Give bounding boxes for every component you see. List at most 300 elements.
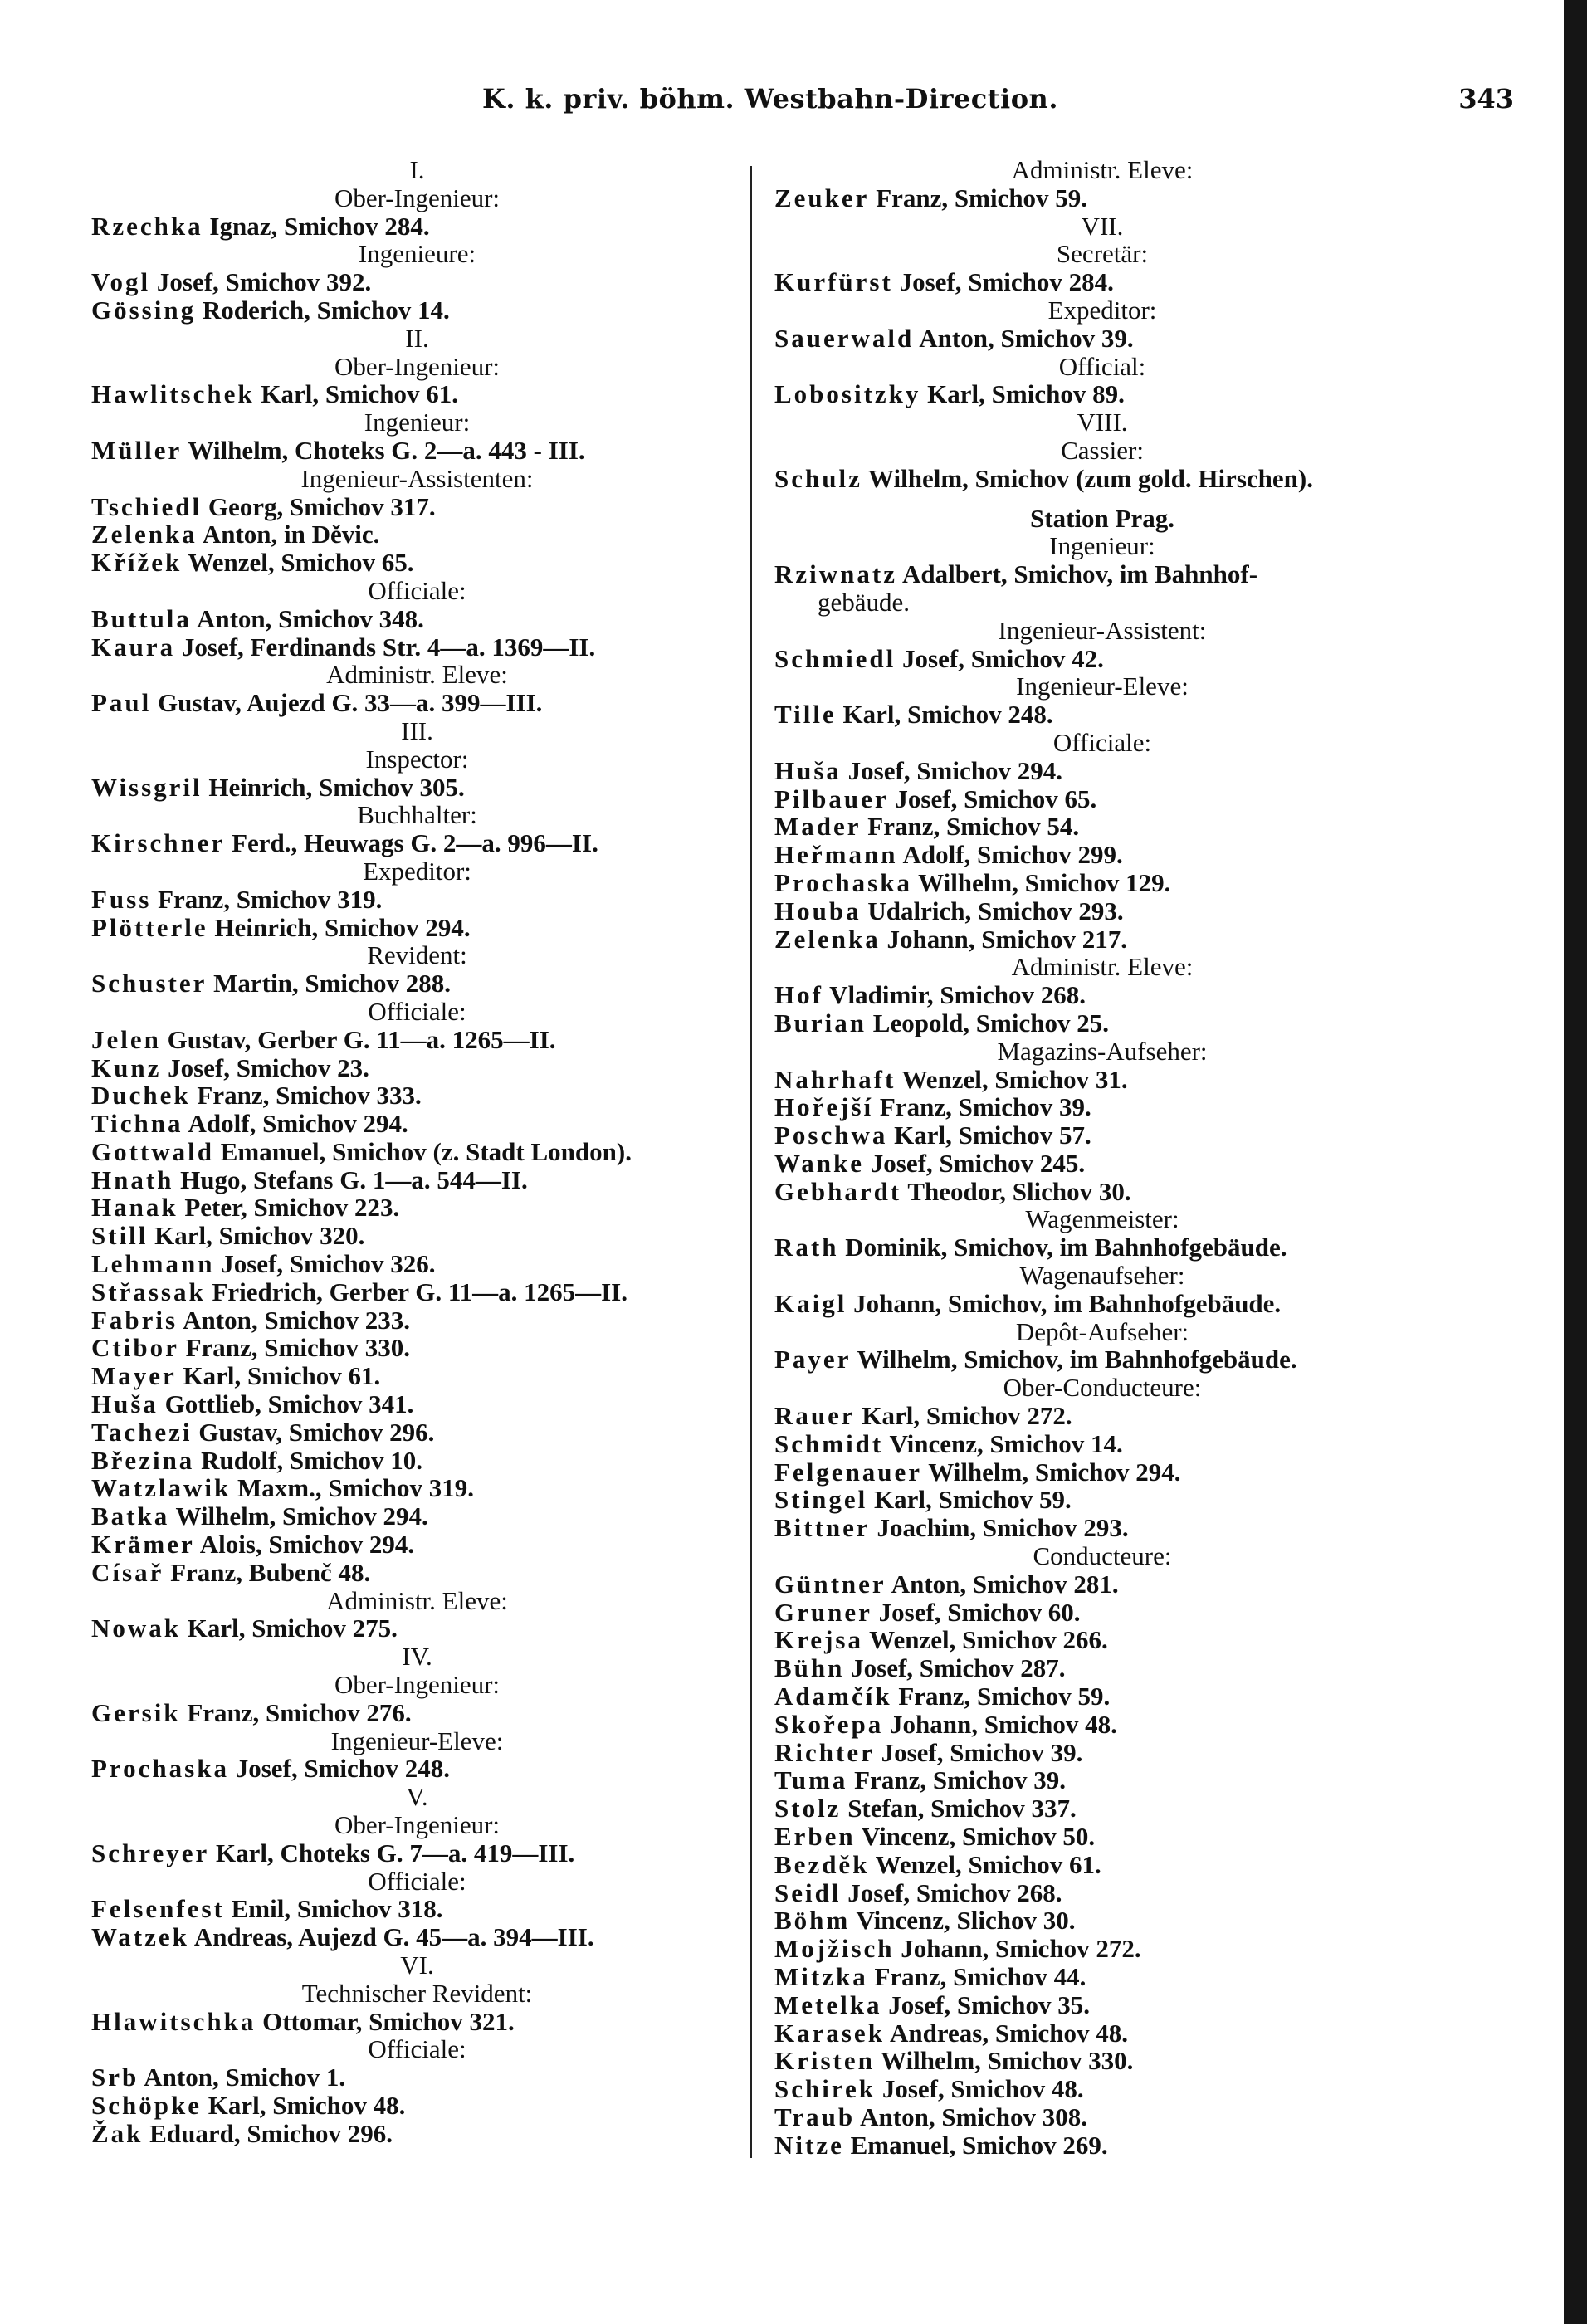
surname: Ctibor	[91, 1333, 179, 1363]
surname: Schmidt	[774, 1428, 884, 1458]
entry-details: Josef, Smichov 294.	[841, 755, 1062, 785]
surname: Sauerwald	[774, 323, 915, 353]
surname: Hanak	[91, 1193, 178, 1223]
staff-entry	[774, 1009, 1430, 1038]
staff-entry	[91, 1502, 743, 1531]
role-heading: III.	[401, 715, 433, 745]
staff-entry	[774, 701, 1430, 729]
entry-details: Theodor, Slichov 30.	[901, 1176, 1131, 1206]
surname: Nitze	[774, 2130, 844, 2160]
entry-details: Johann, Smichov 48.	[883, 1709, 1117, 1739]
entry-details: Ferd., Heuwags G. 2—a. 996—II.	[225, 828, 598, 858]
role-heading: Ingenieur-Assistent:	[998, 615, 1207, 645]
left-column	[91, 156, 743, 2148]
entry-details: Maxm., Smichov 319.	[231, 1473, 474, 1503]
entry-details: Udalrich, Smichov 293.	[861, 896, 1124, 925]
staff-entry	[91, 1054, 743, 1082]
surname: Fuss	[91, 884, 152, 914]
surname: Kristen	[774, 2046, 875, 2076]
staff-entry	[774, 813, 1430, 841]
staff-entry	[774, 1935, 1430, 1963]
staff-entry	[91, 1334, 743, 1362]
staff-entry	[774, 560, 1430, 588]
surname: Schöpke	[91, 2090, 202, 2120]
staff-entry	[774, 1907, 1430, 1935]
staff-entry	[774, 2019, 1430, 2048]
staff-entry	[774, 1682, 1430, 1711]
role-heading: VI.	[400, 1950, 434, 1980]
staff-entry	[774, 1991, 1430, 2019]
entry-details: Karl, Smichov 248.	[836, 700, 1053, 730]
entry-details: Karl, Smichov 272.	[855, 1401, 1072, 1431]
staff-entry	[91, 296, 743, 325]
surname: Březina	[91, 1445, 195, 1475]
entry-details: Johann, Smichov, im Bahnhofgebäude.	[847, 1288, 1282, 1318]
staff-entry	[91, 1026, 743, 1054]
surname: Burian	[774, 1008, 867, 1038]
role-heading: II.	[405, 323, 429, 353]
entry-details: Karl, Smichov 89.	[920, 379, 1125, 409]
entry-details: Heinrich, Smichov 294.	[208, 912, 471, 942]
surname: Huša	[774, 755, 842, 785]
entry-details: Josef, Smichov 23.	[161, 1052, 369, 1082]
page-edge-shadow	[1564, 0, 1587, 2324]
entry-details: Peter, Smichov 223.	[178, 1193, 400, 1223]
entry-details: Vincenz, Slichov 30.	[850, 1906, 1076, 1936]
role-heading: Cassier:	[1061, 435, 1144, 465]
staff-entry	[774, 785, 1430, 813]
staff-entry	[774, 2047, 1430, 2075]
staff-entry	[774, 1066, 1430, 1094]
role-heading: Administr. Eleve:	[326, 660, 508, 690]
staff-entry	[91, 1278, 743, 1306]
surname: Hlawitschka	[91, 2006, 256, 2036]
staff-entry	[91, 1390, 743, 1418]
entry-details: Karl, Smichov 61.	[254, 379, 459, 409]
right-column	[774, 156, 1430, 2160]
surname: Houba	[774, 896, 862, 925]
staff-entry	[91, 493, 743, 521]
staff-entry	[774, 1150, 1430, 1178]
staff-entry	[774, 1823, 1430, 1851]
surname: Jelen	[91, 1024, 161, 1054]
entry-details: Anton, in Děvic.	[197, 520, 380, 549]
surname: Vogl	[91, 267, 151, 297]
surname: Hawlitschek	[91, 379, 255, 409]
surname: Krejsa	[774, 1625, 863, 1655]
role-heading: Ober-Ingenieur:	[334, 183, 501, 212]
role-heading: Official:	[1058, 351, 1146, 381]
role-heading: Ingenieur-Eleve:	[330, 1726, 504, 1755]
entry-details: Josef, Smichov 287.	[844, 1653, 1066, 1683]
surname: Felsenfest	[91, 1894, 225, 1924]
entry-details: Martin, Smichov 288.	[207, 969, 452, 998]
entry-details: Anton, Smichov 308.	[855, 2102, 1088, 2131]
staff-entry	[774, 1711, 1430, 1739]
entry-details: Adalbert, Smichov, im Bahnhof-	[896, 559, 1258, 589]
staff-entry	[91, 1110, 743, 1138]
surname: Poschwa	[774, 1120, 888, 1150]
entry-details: Josef, Smichov 60.	[872, 1597, 1081, 1627]
staff-entry	[774, 1233, 1430, 1262]
surname: Rath	[774, 1233, 839, 1262]
role-heading: Inspector:	[365, 744, 469, 774]
role-heading: Officiale:	[368, 996, 466, 1026]
staff-entry	[774, 1514, 1430, 1542]
role-heading: Ingenieur-Eleve:	[1016, 671, 1189, 701]
role-heading: Officiale:	[368, 1866, 466, 1896]
staff-entry	[91, 2120, 743, 2148]
surname: Srb	[91, 2063, 139, 2092]
entry-details: Anton, Smichov 233.	[178, 1305, 411, 1335]
staff-entry	[774, 981, 1430, 1009]
surname: Mayer	[91, 1361, 177, 1391]
surname: Gebhardt	[774, 1176, 902, 1206]
surname: Mader	[774, 812, 862, 842]
surname: Tichna	[91, 1109, 183, 1139]
surname: Watzlawik	[91, 1473, 232, 1503]
surname: Skořepa	[774, 1709, 884, 1739]
surname: Buttula	[91, 603, 192, 633]
entry-details: Johann, Smichov 272.	[894, 1934, 1141, 1964]
entry-details: Karl, Smichov 320.	[148, 1221, 365, 1251]
surname: Kunz	[91, 1052, 162, 1082]
entry-details: Roderich, Smichov 14.	[196, 295, 450, 325]
surname: Nahrhaft	[774, 1064, 896, 1094]
surname: Kaigl	[774, 1288, 847, 1318]
staff-entry	[91, 549, 743, 577]
entry-details: Georg, Smichov 317.	[202, 491, 436, 521]
entry-details: Karl, Smichov 57.	[887, 1120, 1091, 1150]
entry-details: Franz, Smichov 44.	[867, 1962, 1086, 1991]
entry-details: Josef, Smichov 35.	[881, 1990, 1091, 2019]
entry-details: Anton, Smichov 281.	[886, 1569, 1119, 1599]
staff-entry	[91, 268, 743, 296]
entry-details: Wenzel, Smichov 65.	[182, 548, 414, 578]
surname: Střassak	[91, 1277, 206, 1306]
staff-entry	[91, 1418, 743, 1447]
staff-entry	[91, 1474, 743, 1502]
role-heading: Ober-Conducteure:	[1003, 1373, 1202, 1403]
staff-entry	[774, 1626, 1430, 1654]
surname: Huša	[91, 1389, 159, 1419]
staff-entry	[91, 1250, 743, 1278]
surname: Rziwnatz	[774, 559, 897, 589]
entry-details: Wilhelm, Smichov 294.	[922, 1457, 1181, 1487]
role-heading: Administr. Eleve:	[1011, 155, 1194, 184]
entry-details: Ottomar, Smichov 321.	[256, 2006, 515, 2036]
staff-entry	[91, 1531, 743, 1559]
staff-entry	[774, 1794, 1430, 1823]
role-heading: Officiale:	[368, 575, 466, 605]
role-heading: Ingenieure:	[358, 239, 476, 269]
staff-entry	[91, 1447, 743, 1475]
surname: Felgenauer	[774, 1457, 923, 1487]
staff-entry	[91, 1306, 743, 1335]
surname: Rauer	[774, 1401, 856, 1431]
entry-details: Franz, Smichov 54.	[861, 812, 1080, 842]
role-heading: Magazins-Aufseher:	[997, 1036, 1208, 1066]
surname: Tuma	[774, 1765, 848, 1795]
staff-entry	[774, 1570, 1430, 1599]
page-header	[0, 83, 1564, 124]
entry-details: Gottlieb, Smichov 341.	[158, 1389, 414, 1419]
role-heading: Ober-Ingenieur:	[334, 1810, 501, 1840]
staff-entry	[774, 1486, 1430, 1514]
role-heading: Wagenmeister:	[1025, 1204, 1179, 1234]
role-heading: Ingenieur:	[1049, 531, 1155, 561]
surname: Paul	[91, 688, 152, 718]
staff-entry	[91, 437, 743, 465]
staff-entry	[91, 914, 743, 942]
staff-entry	[91, 212, 743, 241]
surname: Kurfürst	[774, 267, 893, 297]
entry-details: Joachim, Smichov 293.	[870, 1513, 1129, 1543]
surname: Hořejší	[774, 1092, 874, 1122]
surname: Plötterle	[91, 912, 208, 942]
staff-entry	[91, 829, 743, 857]
entry-details: Eduard, Smichov 296.	[143, 2118, 393, 2148]
surname: Bezděk	[774, 1849, 870, 1879]
entry-details: Josef, Smichov 245.	[864, 1148, 1086, 1178]
role-heading: I.	[409, 155, 425, 184]
surname: Bittner	[774, 1513, 871, 1543]
staff-entry	[91, 1923, 743, 1951]
entry-details: Heinrich, Smichov 305.	[202, 772, 465, 802]
staff-entry	[774, 1121, 1430, 1150]
entry-details: Vincenz, Smichov 14.	[883, 1428, 1123, 1458]
entry-details: Josef, Smichov 48.	[876, 2074, 1084, 2104]
entry-details: Anton, Smichov 39.	[914, 323, 1134, 353]
entry-details: Wenzel, Smichov 266.	[862, 1625, 1108, 1655]
role-heading: Technischer Revident:	[301, 1978, 533, 2008]
surname: Karasek	[774, 2018, 885, 2048]
surname: Metelka	[774, 1990, 882, 2019]
role-heading: Ingenieur:	[364, 408, 471, 437]
entry-details: Wilhelm, Choteks G. 2—a. 443 - III.	[182, 435, 585, 465]
staff-entry	[91, 1699, 743, 1727]
entry-details: Josef, Smichov 42.	[896, 643, 1104, 673]
entry-details: Karl, Smichov 59.	[867, 1485, 1072, 1515]
staff-entry	[91, 380, 743, 408]
staff-entry	[91, 1755, 743, 1783]
staff-entry	[91, 1194, 743, 1222]
staff-entry	[774, 1402, 1430, 1430]
staff-entry	[774, 757, 1430, 785]
staff-entry	[91, 689, 743, 717]
entry-details: Emanuel, Smichov (z. Stadt London).	[214, 1136, 632, 1166]
staff-entry	[774, 645, 1430, 673]
role-heading: VII.	[1081, 211, 1124, 241]
surname: Prochaska	[774, 867, 912, 897]
surname: Heřmann	[774, 840, 898, 870]
staff-entry	[91, 1839, 743, 1868]
staff-entry	[774, 325, 1430, 353]
role-heading: Buchhalter:	[357, 800, 477, 830]
entry-details: Karl, Smichov 275.	[181, 1614, 398, 1643]
entry-details: Franz, Smichov 39.	[847, 1765, 1067, 1795]
surname: Seidl	[774, 1877, 842, 1907]
surname: Fabris	[91, 1305, 178, 1335]
staff-entry	[91, 1222, 743, 1250]
running-title: K. k. priv. böhm. Westbahn-Direction.	[482, 83, 1058, 115]
entry-details: Karl, Smichov 48.	[201, 2090, 406, 2120]
entry-details: Emanuel, Smichov 269.	[843, 2130, 1108, 2160]
surname: Wanke	[774, 1148, 865, 1178]
staff-entry	[91, 1138, 743, 1166]
surname: Richter	[774, 1737, 875, 1767]
entry-details: Wilhelm, Smichov 294.	[169, 1501, 428, 1531]
surname: Schirek	[774, 2074, 877, 2104]
surname: Wissgril	[91, 772, 203, 802]
surname: Mitzka	[774, 1962, 868, 1991]
entry-details: Wilhelm, Smichov 330.	[874, 2046, 1134, 2076]
surname: Zeuker	[774, 183, 870, 212]
entry-continuation: gebäude.	[818, 587, 911, 617]
section-spacer	[774, 493, 1430, 505]
staff-entry	[774, 1739, 1430, 1767]
role-heading: Expeditor:	[363, 856, 471, 886]
entry-details: Franz, Smichov 59.	[869, 183, 1088, 212]
staff-entry	[774, 925, 1430, 954]
staff-entry	[774, 1430, 1430, 1458]
staff-entry	[774, 268, 1430, 296]
staff-entry	[91, 2063, 743, 2092]
staff-entry	[774, 1599, 1430, 1627]
role-heading: Depôt-Aufseher:	[1015, 1316, 1189, 1346]
staff-entry	[774, 1178, 1430, 1206]
entry-details: Andreas, Smichov 48.	[884, 2018, 1129, 2048]
role-heading: Conducteure:	[1033, 1541, 1172, 1571]
role-heading: Secretär:	[1056, 239, 1149, 269]
entry-details: Adolf, Smichov 299.	[897, 840, 1123, 870]
role-heading: Administr. Eleve:	[326, 1585, 508, 1615]
entry-details: Josef, Smichov 39.	[874, 1737, 1083, 1767]
role-heading: Administr. Eleve:	[1011, 952, 1194, 982]
entry-details: Friedrich, Gerber G. 11—a. 1265—II.	[205, 1277, 627, 1306]
staff-entry	[774, 1654, 1430, 1682]
entry-details: Franz, Smichov 330.	[178, 1333, 410, 1363]
surname: Traub	[774, 2102, 856, 2131]
surname: Tschiedl	[91, 491, 203, 521]
entry-details: Vincenz, Smichov 50.	[855, 1822, 1096, 1852]
entry-details: Josef, Smichov 268.	[841, 1877, 1062, 1907]
surname: Lehmann	[91, 1249, 215, 1279]
staff-entry	[774, 1963, 1430, 1991]
surname: Kaura	[91, 632, 176, 662]
entry-details: Franz, Bubenč 48.	[164, 1557, 371, 1587]
entry-details: Franz, Smichov 39.	[873, 1092, 1091, 1122]
staff-entry	[774, 184, 1430, 212]
surname: Křížek	[91, 548, 183, 578]
staff-entry	[774, 1345, 1430, 1374]
entry-details: Karl, Choteks G. 7—a. 419—III.	[209, 1838, 575, 1868]
surname: Zelenka	[91, 520, 198, 549]
surname: Pilbauer	[774, 784, 889, 813]
page-number: 343	[1458, 83, 1514, 115]
staff-entry	[91, 633, 743, 662]
role-heading: IV.	[402, 1642, 432, 1672]
staff-entry	[91, 1895, 743, 1923]
staff-entry	[774, 897, 1430, 925]
staff-entry	[91, 886, 743, 914]
surname: Schulz	[774, 463, 862, 493]
surname: Stolz	[774, 1794, 842, 1824]
surname: Tachezi	[91, 1417, 193, 1447]
entry-details: Josef, Smichov 326.	[214, 1249, 436, 1279]
staff-entry	[91, 1559, 743, 1587]
entry-details: Karl, Smichov 61.	[176, 1361, 381, 1391]
surname: Payer	[774, 1345, 852, 1374]
surname: Schmiedl	[774, 643, 896, 673]
role-heading: Wagenaufseher:	[1019, 1261, 1185, 1291]
entry-details: Gustav, Smichov 296.	[192, 1417, 435, 1447]
surname: Adamčík	[774, 1682, 892, 1711]
staff-entry	[774, 1851, 1430, 1879]
surname: Watzek	[91, 1922, 189, 1952]
entry-details: Wenzel, Smichov 61.	[869, 1849, 1101, 1879]
entry-details: Anton, Smichov 1.	[139, 2063, 346, 2092]
entry-details: Josef, Smichov 65.	[888, 784, 1097, 813]
staff-entry	[91, 2092, 743, 2120]
surname: Hnath	[91, 1164, 174, 1194]
surname: Duchek	[91, 1081, 191, 1111]
staff-entry	[91, 1362, 743, 1390]
entry-details: Leopold, Smichov 25.	[867, 1008, 1109, 1038]
surname: Tille	[774, 700, 837, 730]
entry-details: Wenzel, Smichov 31.	[896, 1064, 1128, 1094]
entry-details: Ignaz, Smichov 284.	[203, 211, 430, 241]
role-heading: Ober-Ingenieur:	[334, 351, 501, 381]
staff-entry	[91, 774, 743, 802]
role-heading: Revident:	[367, 940, 467, 970]
surname: Güntner	[774, 1569, 886, 1599]
surname: Krämer	[91, 1530, 195, 1560]
surname: Lobositzky	[774, 379, 921, 409]
staff-entry	[774, 1458, 1430, 1487]
entry-details: Hugo, Stefans G. 1—a. 544—II.	[173, 1164, 528, 1194]
entry-details: Josef, Smichov 248.	[228, 1754, 451, 1784]
staff-entry	[774, 869, 1430, 897]
staff-entry	[91, 605, 743, 633]
entry-details: Rudolf, Smichov 10.	[194, 1445, 423, 1475]
section-title: Station Prag.	[1030, 503, 1174, 533]
staff-entry	[774, 1879, 1430, 1907]
entry-details: Alois, Smichov 294.	[194, 1530, 415, 1560]
entry-details: Wilhelm, Smichov, im Bahnhofgebäude.	[851, 1345, 1297, 1374]
entry-details: Wilhelm, Smichov (zum gold. Hirschen).	[862, 463, 1313, 493]
entry-details: Josef, Ferdinands Str. 4—a. 1369—II.	[175, 632, 596, 662]
entry-details: Gustav, Gerber G. 11—a. 1265—II.	[160, 1024, 556, 1054]
surname: Müller	[91, 435, 183, 465]
entry-details: Andreas, Aujezd G. 45—a. 394—III.	[188, 1922, 594, 1952]
entry-details: Gustav, Aujezd G. 33—a. 399—III.	[151, 688, 543, 718]
surname: Still	[91, 1221, 149, 1251]
entry-details: Franz, Smichov 276.	[180, 1697, 412, 1727]
surname: Erben	[774, 1822, 856, 1852]
entry-details: Franz, Smichov 59.	[891, 1682, 1111, 1711]
staff-entry	[774, 1290, 1430, 1318]
surname: Zelenka	[774, 924, 881, 954]
staff-entry	[91, 520, 743, 549]
entry-details: Josef, Smichov 392.	[150, 267, 372, 297]
surname: Rzechka	[91, 211, 203, 241]
surname: Batka	[91, 1501, 170, 1531]
staff-entry	[774, 1766, 1430, 1794]
entry-details: Wilhelm, Smichov 129.	[911, 867, 1171, 897]
entry-details: Johann, Smichov 217.	[880, 924, 1127, 954]
entry-details: Adolf, Smichov 294.	[183, 1109, 408, 1139]
